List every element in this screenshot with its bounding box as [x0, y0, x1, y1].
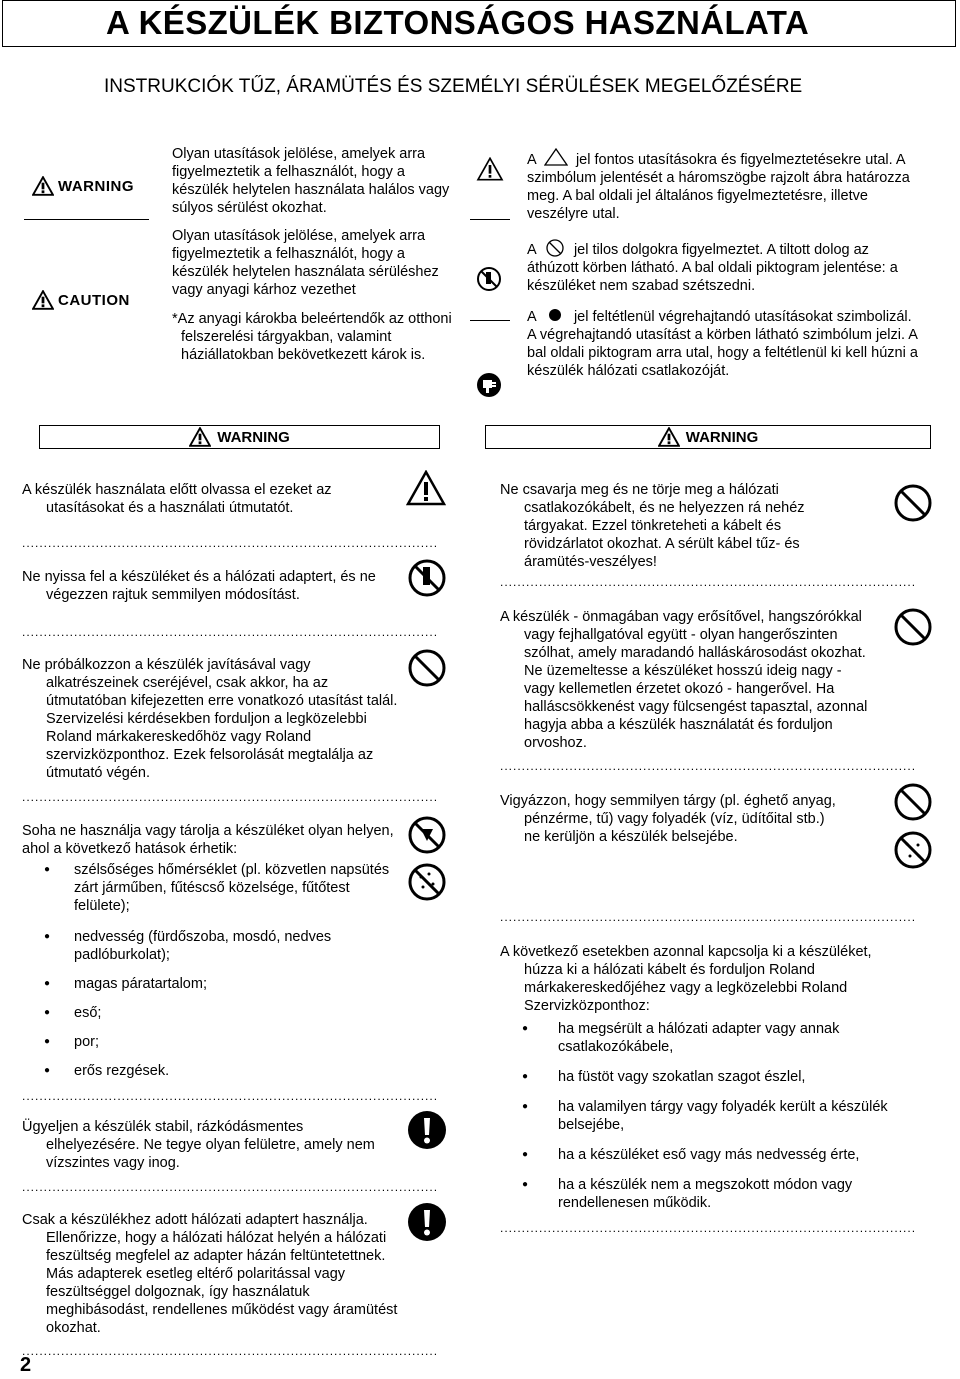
- warning-banner-right: [485, 425, 931, 449]
- left-warning-adapter: [22, 1211, 402, 1337]
- warning-text: Ne nyissa fel a készüléket és a hálózati adaptert, és ne végezzen rajtuk semmilyen módosítást.: [22, 569, 376, 603]
- symbol-prefix: A: [527, 152, 536, 168]
- warning-text: Ne próbálkozzon a készülék javításával vagy alkatrészeinek cseréjével, csak akkor, ha az útmutatóban kifejezetten erre vonatkozó utasítást talál. Szervizelési kérdésekben forduljon a legközelebbi Roland márkakereskedőhöz vagy Roland szervizközponthoz. Ezek felsorolását megtalálja az útmutató végén.: [22, 657, 398, 781]
- warning-label-text: WARNING: [58, 177, 134, 195]
- dotted-separator: ................................................................................................: [500, 1221, 917, 1235]
- right-warning-unplug: [500, 943, 875, 1015]
- warning-text: Csak a készülékhez adott hálózati adaptert használja. Ellenőrizze, hogy a hálózati hálózat helyén a hálózati feszültség megfelel az adapter házán feltüntetettnek. Más adapterek esetleg eltérő polaritással vagy feszültséggel dolgoznak, így használatuk meghibásodást, rendellenes működést vagy áramütést okozhat.: [22, 1212, 398, 1336]
- page-subtitle: INSTRUKCIÓK TŰZ, ÁRAMÜTÉS ÉS SZEMÉLYI SÉRÜLÉSEK MEGELŐZÉSÉRE: [104, 76, 803, 97]
- symbol-mandatory-text: jel feltétlenül végrehajtandó utasításokat szimbolizál. A végrehajtandó utasítást a körben látható szimbólum jelzi. A bal oldali piktogram arra utal, hogy a feltétlenül ki kell húzni a készülék hálózati csatlakozóját.: [527, 309, 918, 379]
- list-item: ● ha valamilyen tárgy vagy folyadék került a készülék belsejébe,: [500, 1098, 900, 1134]
- dotted-separator: ................................................................................................: [500, 575, 917, 589]
- right-warning-cable: [500, 481, 840, 571]
- list-item: ● ha a készülék nem a megszokott módon vagy rendellenesen működik.: [500, 1176, 900, 1212]
- prohibit-symbol-icon: [544, 239, 566, 257]
- do-not-disassemble-icon: [407, 558, 447, 598]
- warning-text: Vigyázzon, hogy semmilyen tárgy (pl. éghető anyag, pénzérme, tű) vagy folyadék (víz, üdítőital stb.) ne kerüljön a készülék belsejébe.: [500, 793, 836, 845]
- dotted-separator: ................................................................................................: [500, 759, 917, 773]
- caution-triangle-icon: [32, 290, 54, 310]
- symbol-prohibit-text: jel tilos dolgokra figyelmeztet. A tiltott dolog az áthúzott körben látható. A bal oldali piktogram jelentése: a készüléket nem szabad szétszedni.: [527, 242, 898, 294]
- list-item: ● szélsőséges hőmérséklet (pl. közvetlen napsütés zárt járműben, fűtéscső közelsége, fűtőtest felülete);: [22, 861, 402, 915]
- list-item: ● ha megsérült a hálózati adapter vagy annak csatlakozókábele,: [500, 1020, 900, 1056]
- no-water-icon: [407, 815, 447, 855]
- divider: [470, 219, 510, 220]
- warning-banner-text: WARNING: [217, 428, 290, 446]
- warning-text: Ne csavarja meg és ne törje meg a hálózati csatlakozókábelt, és ne helyezzen rá nehéz tárgyakat. Ezzel tönkreteheti a kábelt és rövidzárlatot okozhat. A sérült kábel tűz- és áramütés-veszélyes!: [500, 482, 805, 570]
- caution-definition: Olyan utasítások jelölése, amelyek arra figyelmeztetik a felhasználót, hogy a készülék helytelen használata sérüléshez vagy anyagi kárhoz vezethet: [172, 228, 439, 298]
- prohibited-icon: [893, 782, 933, 822]
- no-liquid-icon: [893, 830, 933, 870]
- warning-triangle-icon: [32, 176, 54, 196]
- warning-text: Soha ne használja vagy tárolja a készüléket olyan helyen, ahol a következő hatások érhetik:: [22, 823, 394, 857]
- triangle-symbol-icon: [544, 148, 568, 166]
- warning-triangle-icon: [658, 427, 680, 447]
- list-item: ● magas páratartalom;: [22, 975, 402, 993]
- dotted-separator: ................................................................................................: [22, 1089, 439, 1103]
- list-item: ● ha a készüléket eső vagy más nedvesség érte,: [500, 1146, 900, 1164]
- left-warning-do-not-open: [22, 568, 392, 604]
- dotted-separator: ................................................................................................: [22, 1344, 439, 1358]
- warning-text: Ügyeljen a készülék stabil, rázkódásmentes elhelyezésére. Ne tegye olyan felületre, amely nem vízszintes vagy inog.: [22, 1119, 375, 1171]
- list-item: ● nedvesség (fürdőszoba, mosdó, nedves padlóburkolat);: [22, 928, 402, 964]
- right-warning-objects: [500, 792, 840, 846]
- general-warning-icon: [476, 157, 504, 181]
- mandatory-icon: [407, 1110, 447, 1150]
- symbol-prefix: A: [527, 309, 536, 325]
- prohibited-icon: [893, 607, 933, 647]
- warning-text: A következő esetekben azonnal kapcsolja ki a készüléket, húzza ki a hálózati kábelt és forduljon Roland márkakereskedőjéhez vagy a legközelebbi Roland Szervizközponthoz:: [500, 944, 872, 1014]
- dotted-separator: ................................................................................................: [22, 790, 439, 804]
- symbol-prefix: A: [527, 242, 536, 258]
- dotted-separator: ................................................................................................: [22, 625, 439, 639]
- warning-banner-left: [39, 425, 440, 449]
- dotted-separator: ................................................................................................: [22, 536, 439, 550]
- prohibited-icon: [893, 483, 933, 523]
- mandatory-symbol-icon: [544, 308, 566, 322]
- dotted-separator: ................................................................................................: [500, 910, 917, 924]
- warning-label: [32, 176, 134, 196]
- warning-banner-text: WARNING: [685, 428, 759, 446]
- caution-note: *Az anyagi károkba beleértendők az otthoni felszerelési tárgyakban, valamint háziállatokban bekövetkezett károk is.: [172, 311, 452, 363]
- left-warning-read-manual: [22, 481, 392, 517]
- divider: [24, 219, 149, 220]
- symbol-triangle-text: jel fontos utasításokra és figyelmeztetésekre utal. A szimbólum jelentését a háromszögbe rajzolt ábra határozza meg. A bal oldali jel általános figyelmeztetésre, illetve veszélyre utal.: [527, 152, 910, 222]
- warning-text: A készülék - önmagában vagy erősítővel, hangszórókkal vagy fejhallgatóval együtt - olyan hangerőszinten szólhat, amely maradandó halláskárosodást okozhat. Ne üzemeltesse a készüléket hosszú ideig nagy - vagy kellemetlen érzetet okozó - hangerővel. Ha halláscsökkenést vagy fülcsengést tapasztal, azonnal hagyja abba a készülék használatát és forduljon orvoshoz.: [500, 609, 868, 751]
- no-dust-icon: [407, 862, 447, 902]
- caution-label: [32, 290, 130, 310]
- caution-label-text: CAUTION: [58, 291, 130, 309]
- symbol-mandatory-explanation: [527, 308, 922, 380]
- symbol-prohibit-explanation: [527, 239, 907, 295]
- left-warning-stable: [22, 1118, 392, 1172]
- list-item: ● ha füstöt vagy szokatlan szagot észlel,: [500, 1068, 900, 1086]
- dotted-separator: ................................................................................................: [22, 1180, 439, 1194]
- do-not-disassemble-icon: [476, 266, 502, 292]
- symbol-triangle-explanation: [527, 148, 927, 223]
- list-item: ● erős rezgések.: [22, 1062, 402, 1080]
- mandatory-icon: [407, 1202, 447, 1242]
- environment-list: [22, 852, 402, 1080]
- page-title: A KÉSZÜLÉK BIZTONSÁGOS HASZNÁLATA: [106, 4, 810, 41]
- warning-text: A készülék használata előtt olvassa el ezeket az utasításokat és a használati útmutatót.: [22, 482, 332, 516]
- divider: [470, 320, 510, 321]
- right-warning-volume: [500, 608, 870, 752]
- prohibited-icon: [407, 648, 447, 688]
- list-item: ● eső;: [22, 1004, 402, 1022]
- unplug-cases-list: [500, 1011, 900, 1212]
- left-warning-no-repair: [22, 656, 398, 782]
- page-number: 2: [20, 1354, 32, 1376]
- warning-triangle-icon: [189, 427, 211, 447]
- unplug-icon: [476, 372, 502, 398]
- general-warning-icon: [406, 470, 446, 506]
- warning-definition: Olyan utasítások jelölése, amelyek arra figyelmeztetik a felhasználót, hogy a készülék helytelen használata halálos vagy súlyos sérülést okozhat.: [172, 146, 450, 216]
- list-item: ● por;: [22, 1033, 402, 1051]
